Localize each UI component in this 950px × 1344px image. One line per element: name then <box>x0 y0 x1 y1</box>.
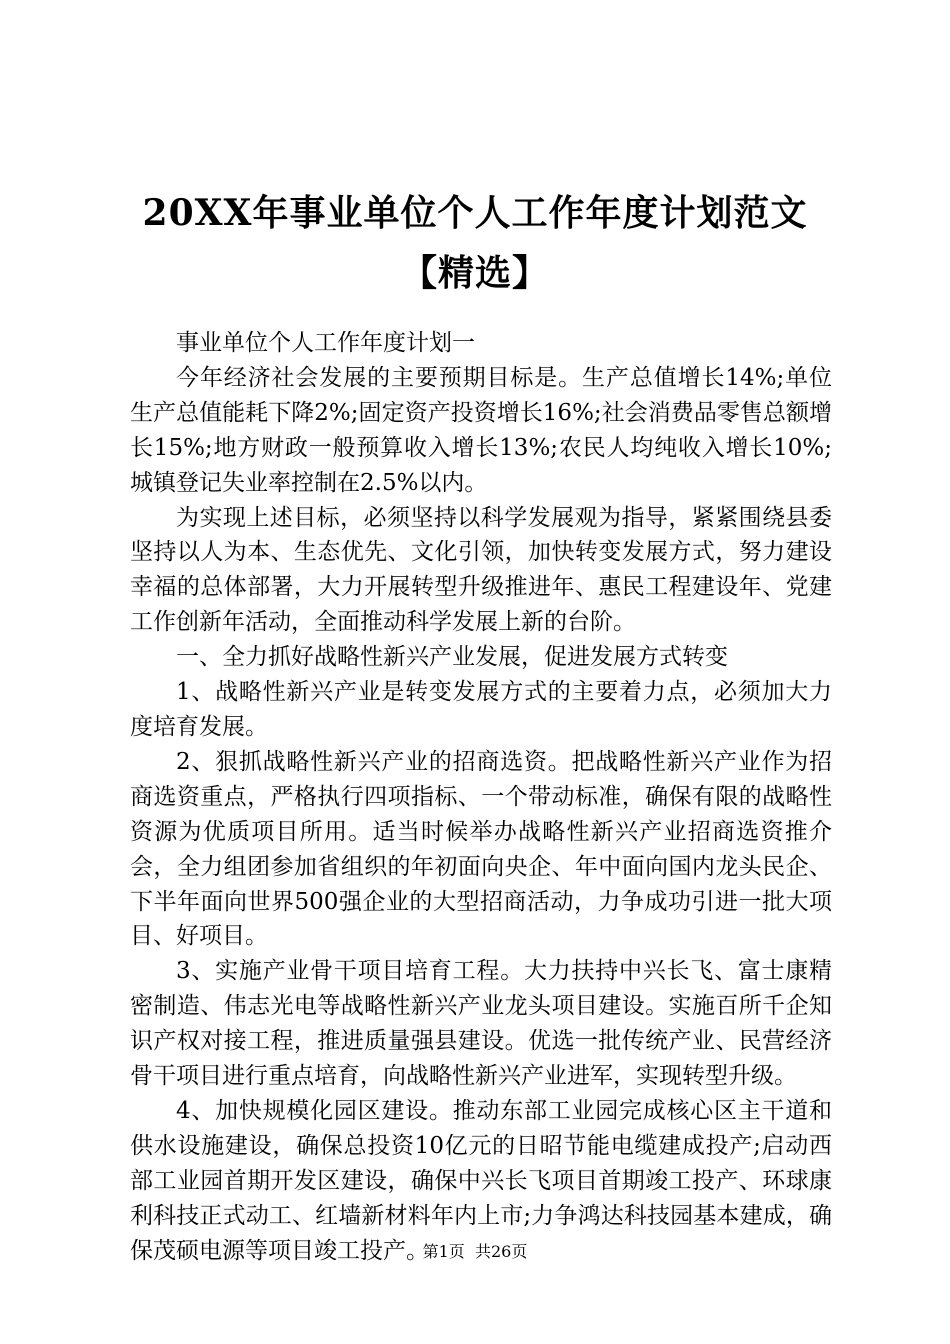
section-heading: 事业单位个人工作年度计划一 <box>176 330 475 356</box>
paragraph: 1、战略性新兴产业是转变发展方式的主要着力点，必须加大力度培育发展。 <box>130 679 832 740</box>
section-heading: 一、全力抓好战略性新兴产业发展，促进发展方式转变 <box>176 644 728 671</box>
document-title: 20XX年事业单位个人工作年度计划范文【精选】 <box>142 192 808 294</box>
paragraph: 2、狠抓战略性新兴产业的招商选资。把战略性新兴产业作为招商选资重点，严格执行四项指标、一个带动标准，确保有限的战略性资源为优质项目所用。适当时候举办战略性新兴产业招商选资推介会，全力组团参加省组织的年初面向央企、年中面向国内龙头民企、下半年面向世界500强企业的大型招商活动，力争成功引进一批大项目、好项目。 <box>130 748 832 950</box>
paragraph: 4、加快规模化园区建设。推动东部工业园完成核心区主干道和供水设施建设，确保总投资10亿元的日昭节能电缆建成投产;启动西部工业园首期开发区建设，确保中兴长飞项目首期竣工投产、环球康利科技正式动工、红墙新材料年内上市;力争鸿达科技园基本建成，确保茂硕电源等项目竣工投产。 <box>130 1097 832 1264</box>
paragraph: 今年经济社会发展的主要预期目标是。生产总值增长14%;单位生产总值能耗下降2%;固定资产投资增长16%;社会消费品零售总额增长15%;地方财政一般预算收入增长13%;农民人均纯收入增长10%;城镇登记失业率控制在2.5%以内。 <box>130 364 832 496</box>
page-number: 第1页 <box>422 1242 465 1261</box>
page-total: 共26页 <box>474 1242 528 1261</box>
paragraph: 为实现上述目标，必须坚持以科学发展观为指导，紧紧围绕县委坚持以人为本、生态优先、文化引领，加快转变发展方式，努力建设幸福的总体部署，大力开展转型升级推进年、惠民工程建设年、党建工作创新年活动，全面推动科学发展上新的台阶。 <box>130 504 832 636</box>
document-body <box>130 326 832 1268</box>
paragraph: 3、实施产业骨干项目培育工程。大力扶持中兴长飞、富士康精密制造、伟志光电等战略性新兴产业龙头项目建设。实施百所千企知识产权对接工程，推进质量强县建设。优选一批传统产业、民营经济骨干项目进行重点培育，向战略性新兴产业进军，实现转型升级。 <box>130 958 832 1090</box>
page-footer <box>0 1242 950 1262</box>
